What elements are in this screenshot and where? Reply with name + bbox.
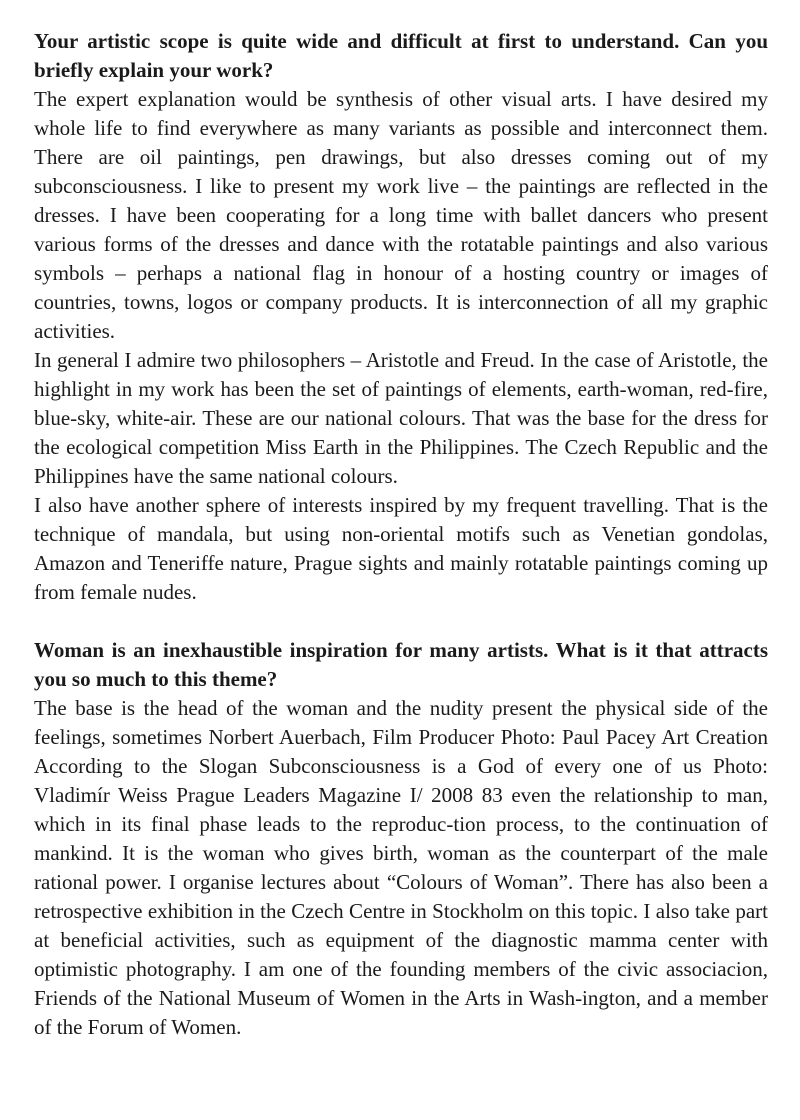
answer-paragraph: The base is the head of the woman and the nudity present the physical side of the feelings, sometimes Norbert Auerbach, Film Producer Photo: Paul Pacey Art Creation According to the Slogan Subconsciousness is a God of every one of us Photo: Vladimír Weiss Prague Leaders Magazine I/ 2008 83 even the relationship to man, which in its final phase leads to the reproduc-tion process, to the continuation of mankind. It is the woman who gives birth, woman as the counterpart of the male rational power. I organise lectures about “Colours of Woman”. There has also been a retrospective exhibition in the Czech Centre in Stockholm on this topic. I also take part at beneficial activities, such as equipment of the diagnostic mamma center with optimistic photography. I am one of the founding members of the civic associacion, Friends of the National Museum of Women in the Arts in Wash-ington, and a member of the Forum of Women. <box>34 696 768 1039</box>
answer-paragraph: I also have another sphere of interests inspired by my frequent travelling. That is the technique of mandala, but using non-oriental motifs such as Venetian gondolas, Amazon and Teneriffe nature, Prague sights and mainly rotatable paintings coming up from female nudes. <box>34 493 768 604</box>
interview-article <box>34 27 768 1042</box>
answer-paragraph: The expert explanation would be synthesis of other visual arts. I have desired my whole life to find everywhere as many variants as possible and interconnect them. There are oil paintings, pen drawings, but also dresses coming out of my subconsciousness. I like to present my work live – the paintings are reflected in the dresses. I have been cooperating for a long time with ballet dancers who present various forms of the dresses and dance with the rotatable paintings and also various symbols – perhaps a national flag in honour of a hosting country or images of countries, towns, logos or company products. It is interconnection of all my graphic activities. <box>34 87 768 343</box>
interview-question: Woman is an inexhaustible inspiration for many artists. What is it that attracts you so much to this theme? <box>34 638 768 691</box>
interview-section <box>34 27 768 607</box>
interview-section <box>34 636 768 1042</box>
section-spacer <box>34 607 768 636</box>
answer-paragraph: In general I admire two philosophers – Aristotle and Freud. In the case of Aristotle, the highlight in my work has been the set of paintings of elements, earth-woman, red-fire, blue-sky, white-air. These are our national colours. That was the base for the dress for the ecological competition Miss Earth in the Philippines. The Czech Republic and the Philippines have the same national colours. <box>34 348 768 488</box>
interview-question: Your artistic scope is quite wide and difficult at first to understand. Can you briefly explain your work? <box>34 29 768 82</box>
